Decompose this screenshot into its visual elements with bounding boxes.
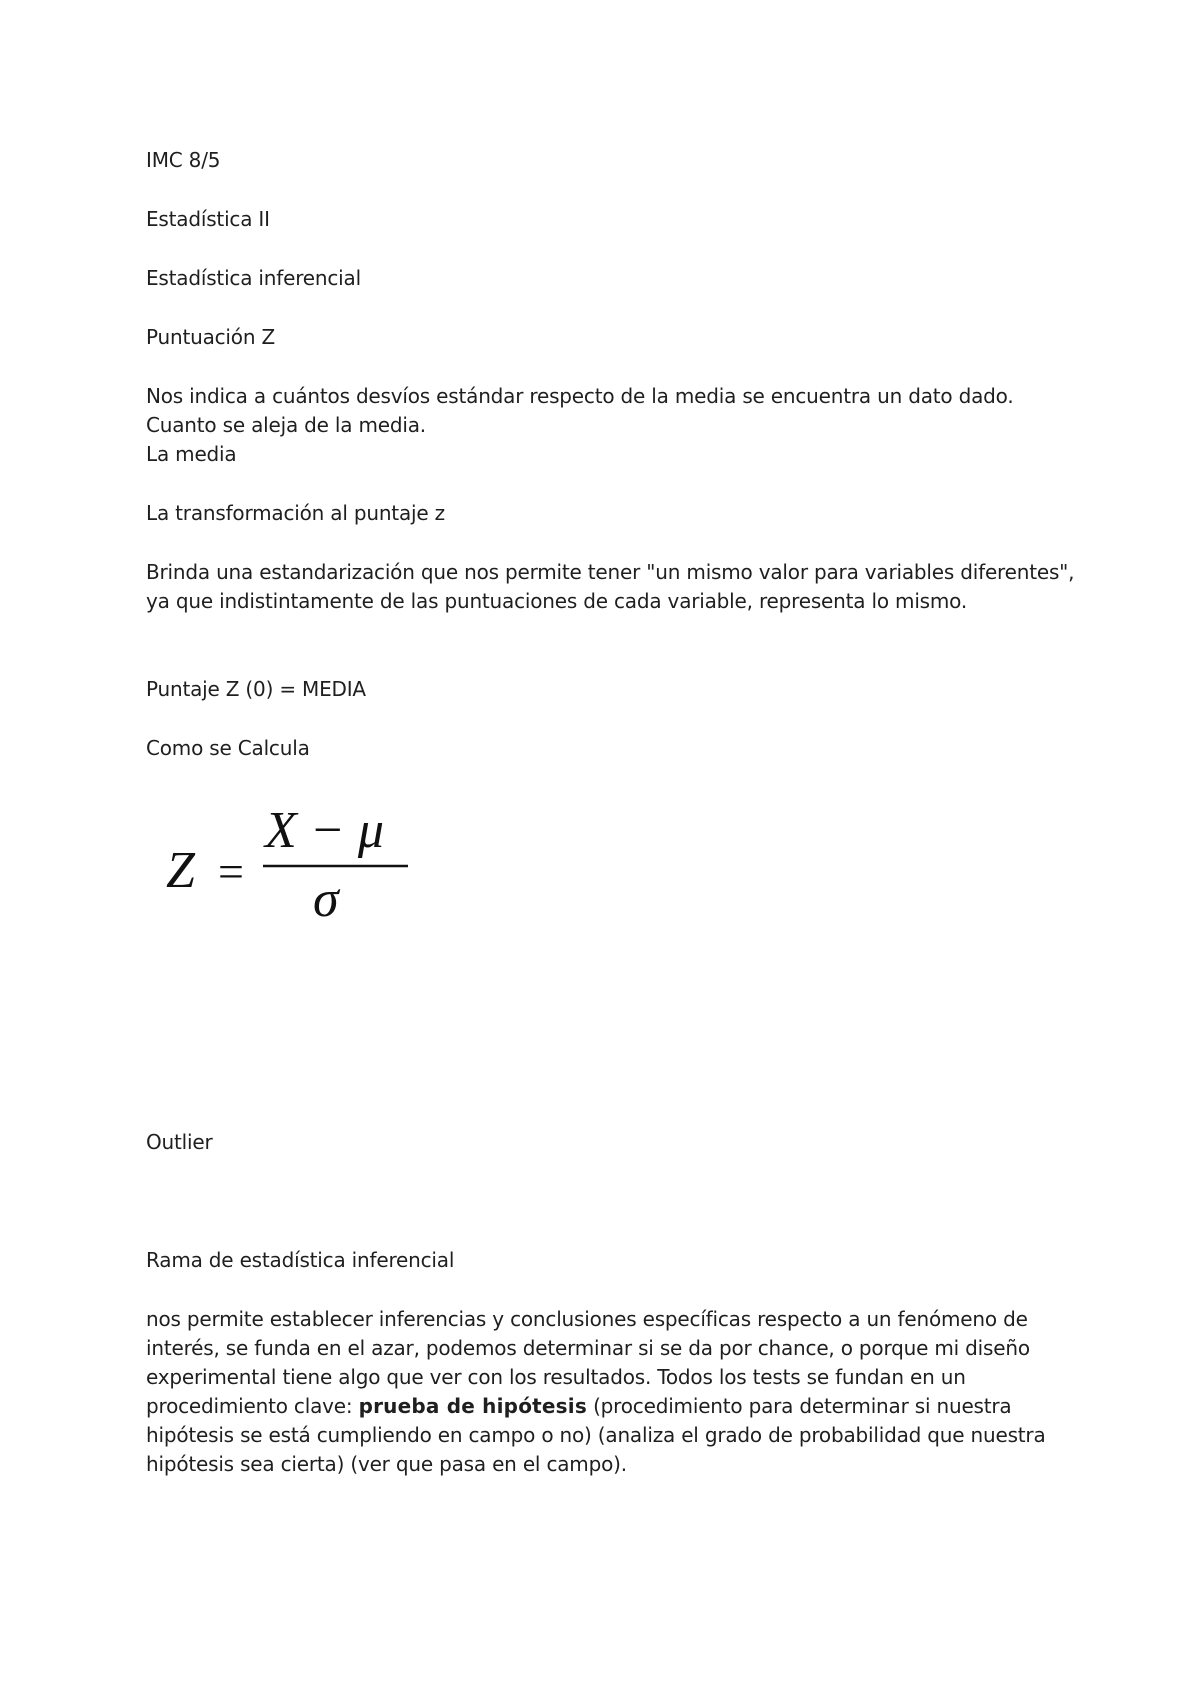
formula-numerator: X − μ (265, 802, 384, 859)
branch-title: Rama de estadística inferencial (146, 1248, 455, 1272)
section-z-title: Puntuación Z (146, 325, 275, 349)
branch-text-end: (procedimiento para determinar si nuestra hipótesis se está cumpliendo en campo o no) (analiza el grado de probabilidad que nuestra hipótesis sea cierta) (ver que pasa en el campo). (146, 1394, 1046, 1476)
heading-date: IMC 8/5 (146, 148, 221, 172)
calc-title: Como se Calcula (146, 736, 310, 760)
z-description-line-2: Cuanto se aleja de la media. (146, 413, 426, 437)
course-title: Estadística II (146, 207, 270, 231)
branch-text-bold: prueba de hipótesis (358, 1394, 587, 1418)
z-description-line-1: Nos indica a cuántos desvíos estándar respecto de la media se encuentra un dato dado. (146, 384, 1014, 408)
formula-svg (160, 790, 430, 940)
z-description-line-3: La media (146, 442, 237, 466)
transform-paragraph: Brinda una estandarización que nos permite tener "un mismo valor para variables diferentes", ya que indistintamente de las puntuaciones de cada variable, representa lo mismo. (146, 560, 1075, 613)
transform-title: La transformación al puntaje z (146, 501, 445, 525)
topic-title: Estadística inferencial (146, 266, 361, 290)
formula-denominator: σ (313, 871, 339, 928)
z-score-formula (160, 790, 430, 940)
outlier-label: Outlier (146, 1130, 213, 1154)
branch-paragraph (146, 1305, 1076, 1479)
branch-text-start: nos permite establecer inferencias y conclusiones específicas respecto a un fenómeno de interés, se funda en el azar, podemos determinar si se da por chance, o porque mi diseño experimental tiene algo que ver con los resultados. Todos los tests se fundan en un procedimiento clave: (146, 1307, 1030, 1418)
z-zero-line: Puntaje Z (0) = MEDIA (146, 677, 366, 701)
formula-lhs: Z (166, 842, 195, 899)
formula-equals: = (218, 846, 244, 897)
